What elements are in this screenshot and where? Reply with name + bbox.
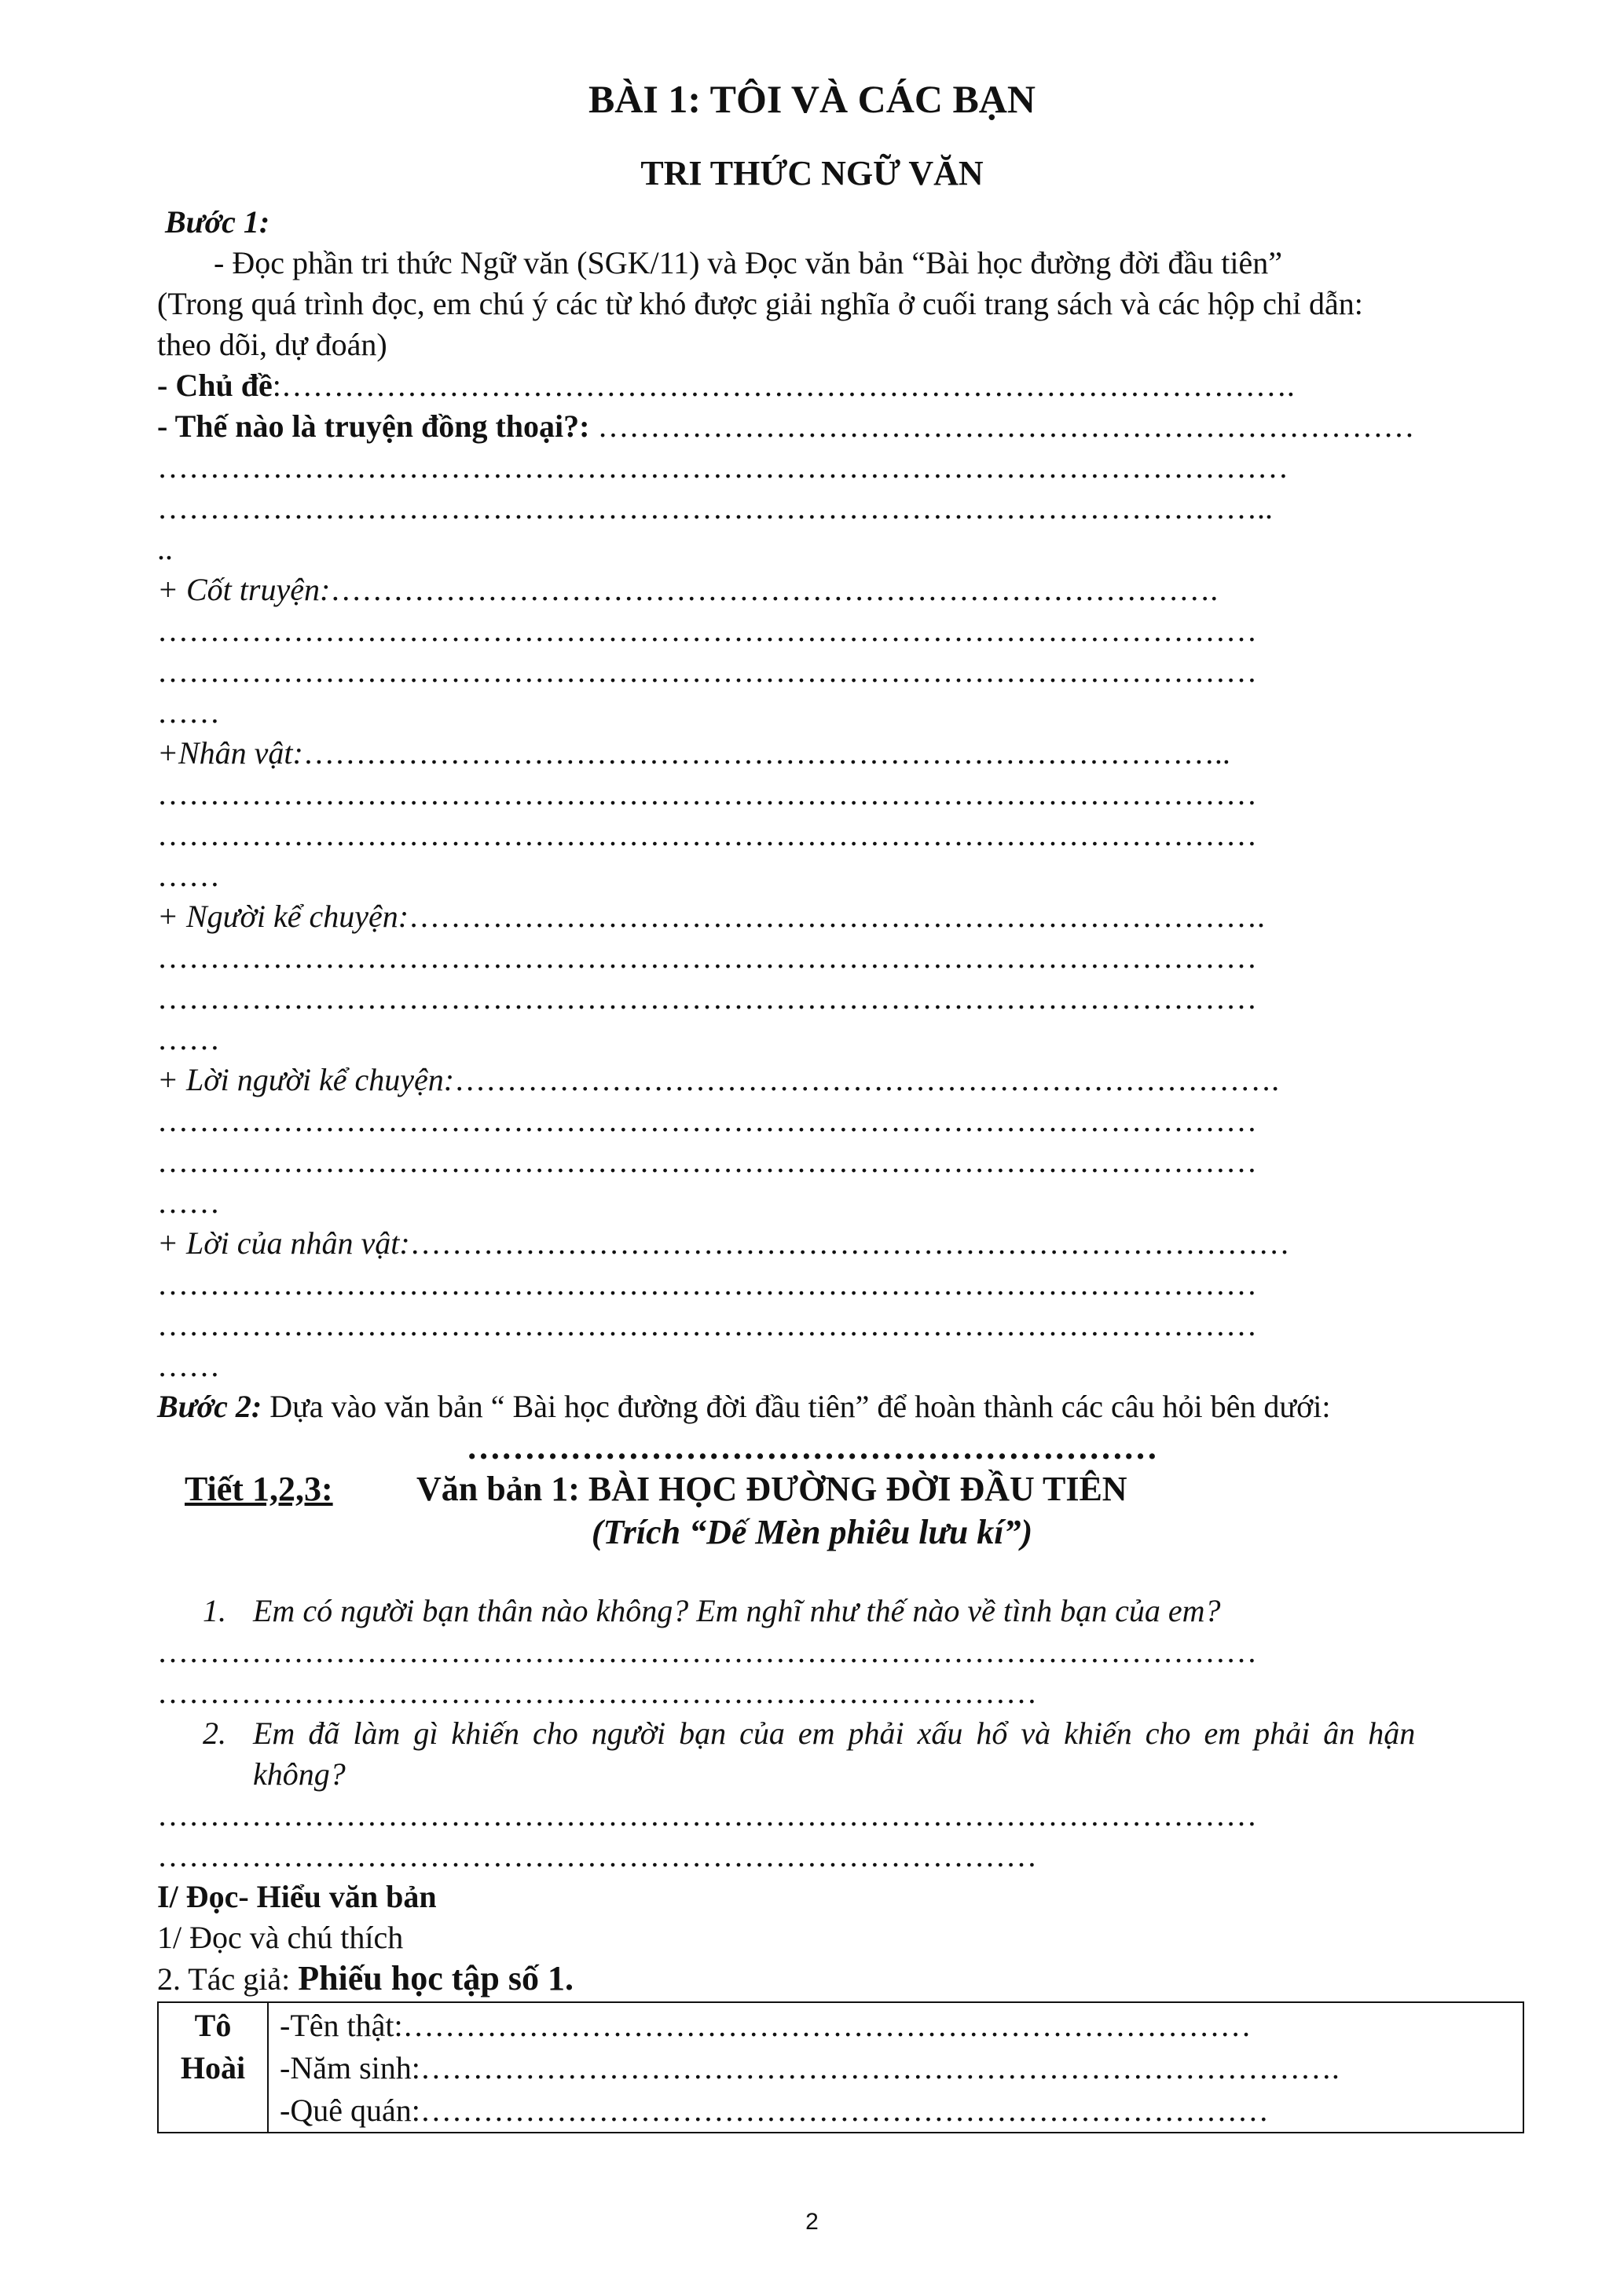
speech-answer-line: …………………………………………………………………………………………… xyxy=(157,1266,1257,1302)
fable-answer-line: .. xyxy=(157,531,173,566)
table-row xyxy=(158,2002,1523,2133)
fable-answer-line: ……………………………………………………………………………………………… xyxy=(157,449,1289,485)
character-row xyxy=(157,733,1230,774)
speech-answer-blank: ………………………………………………………………………… xyxy=(409,1225,1290,1261)
fable-row xyxy=(157,406,1414,447)
narration-answer-blank: ……………………………………………………………………. xyxy=(454,1062,1280,1097)
narration-answer-line: …… xyxy=(157,1185,220,1220)
topic-answer-blank: :……………………………………………………………………………………. xyxy=(272,368,1295,403)
narrator-answer-line: …………………………………………………………………………………………… xyxy=(157,980,1257,1016)
reading-heading: I/ Đọc- Hiểu văn bản xyxy=(157,1879,437,1914)
speech-label: + Lời của nhân vật: xyxy=(157,1225,410,1261)
fable-answer-blank: …………………………………………………………………… xyxy=(589,408,1415,444)
hometown-field: -Quê quán:……………………………………………………………………… xyxy=(280,2093,1269,2128)
step2-text: Dựa vào văn bản “ Bài học đường đời đầu tiên” để hoàn thành các câu hỏi bên dưới: xyxy=(262,1389,1331,1424)
birth-year-field: -Năm sinh:……………………………………………………………………………. xyxy=(280,2050,1340,2085)
author-fields-cell xyxy=(268,2002,1523,2133)
narrator-row xyxy=(157,896,1265,937)
period-label: Tiết 1,2,3: xyxy=(185,1470,333,1508)
character-answer-line: …… xyxy=(157,858,220,893)
step1-label: Bước 1: xyxy=(165,204,270,240)
question-number: 1. xyxy=(203,1593,226,1628)
question-number: 2. xyxy=(203,1716,226,1751)
fable-label: - Thế nào là truyện đồng thoại?: xyxy=(157,408,590,444)
page-number: 2 xyxy=(805,2209,819,2235)
section-title: TRI THỨC NGỮ VĂN xyxy=(640,154,984,192)
topic-row xyxy=(157,365,1295,406)
author-name-line: Hoài xyxy=(180,2050,246,2085)
narration-answer-line: …………………………………………………………………………………………… xyxy=(157,1144,1257,1179)
speech-answer-line: …… xyxy=(157,1348,220,1383)
lesson-title: BÀI 1: TÔI VÀ CÁC BẠN xyxy=(588,77,1036,121)
question-answer-line: ………………………………………………………………………… xyxy=(157,1675,1037,1710)
narration-answer-line: …………………………………………………………………………………………… xyxy=(157,1103,1257,1138)
question-text: Em đã làm gì khiến cho người bạn của em phải xấu hổ và khiến cho em phải ân hận xyxy=(253,1716,1416,1751)
narration-label: + Lời người kể chuyện: xyxy=(157,1062,455,1097)
speech-answer-line: …………………………………………………………………………………………… xyxy=(157,1307,1257,1342)
worksheet-title: Phiếu học tập số 1. xyxy=(298,1959,574,1998)
narration-row xyxy=(157,1060,1279,1100)
narrator-answer-blank: ………………………………………………………………………. xyxy=(409,899,1266,934)
character-label: +Nhân vật: xyxy=(157,735,303,771)
topic-label: - Chủ đề xyxy=(157,368,273,403)
fable-answer-line: …………………………………………………………………………………………….. xyxy=(157,490,1273,525)
step1-note-line2: theo dõi, dự đoán) xyxy=(157,327,387,362)
plot-answer-line: …………………………………………………………………………………………… xyxy=(157,654,1257,689)
plot-row xyxy=(157,569,1218,610)
plot-answer-line: …………………………………………………………………………………………… xyxy=(157,613,1257,648)
author-name-cell xyxy=(158,2002,268,2133)
section-separator: …………………………………………………… xyxy=(466,1428,1158,1467)
text-excerpt: (Trích “Dế Mèn phiêu lưu kí”) xyxy=(591,1513,1033,1551)
real-name-field: -Tên thật:……………………………………………………………………… xyxy=(280,2008,1252,2043)
reading-item-1: 1/ Đọc và chú thích xyxy=(157,1920,404,1955)
speech-row xyxy=(157,1223,1290,1264)
author-name-line: Tô xyxy=(194,2008,232,2043)
question-answer-line: …………………………………………………………………………………………… xyxy=(157,1797,1257,1833)
question-text: Em có người bạn thân nào không? Em nghĩ như thế nào về tình bạn của em? xyxy=(253,1593,1221,1628)
narrator-answer-line: …………………………………………………………………………………………… xyxy=(157,939,1257,975)
step2-label: Bước 2: xyxy=(157,1389,262,1424)
character-answer-line: …………………………………………………………………………………………… xyxy=(157,776,1257,811)
character-answer-blank: …………………………………………………………………………….. xyxy=(302,735,1230,771)
question-answer-line: …………………………………………………………………………………………… xyxy=(157,1634,1257,1669)
step1-note-line1: (Trong quá trình đọc, em chú ý các từ khó được giải nghĩa ở cuối trang sách và các hộp chỉ dẫn: xyxy=(157,286,1363,321)
author-info-table xyxy=(157,2001,1524,2133)
narrator-answer-line: …… xyxy=(157,1021,220,1056)
text-title: Văn bản 1: BÀI HỌC ĐƯỜNG ĐỜI ĐẦU TIÊN xyxy=(416,1470,1127,1508)
step2-row xyxy=(157,1386,1330,1427)
plot-answer-line: …… xyxy=(157,694,220,730)
author-label: 2. Tác giả: xyxy=(157,1961,299,1997)
character-answer-line: …………………………………………………………………………………………… xyxy=(157,817,1257,852)
step1-instruction: - Đọc phần tri thức Ngữ văn (SGK/11) và Đọc văn bản “Bài học đường đời đầu tiên” xyxy=(214,245,1282,280)
question-text-cont: không? xyxy=(253,1756,346,1792)
plot-label: + Cốt truyện: xyxy=(157,572,331,607)
reading-item-2 xyxy=(157,1958,574,2000)
plot-answer-blank: …………………………………………………………………………. xyxy=(330,572,1219,607)
narrator-label: + Người kể chuyện: xyxy=(157,899,409,934)
question-answer-line: ………………………………………………………………………… xyxy=(157,1838,1037,1873)
